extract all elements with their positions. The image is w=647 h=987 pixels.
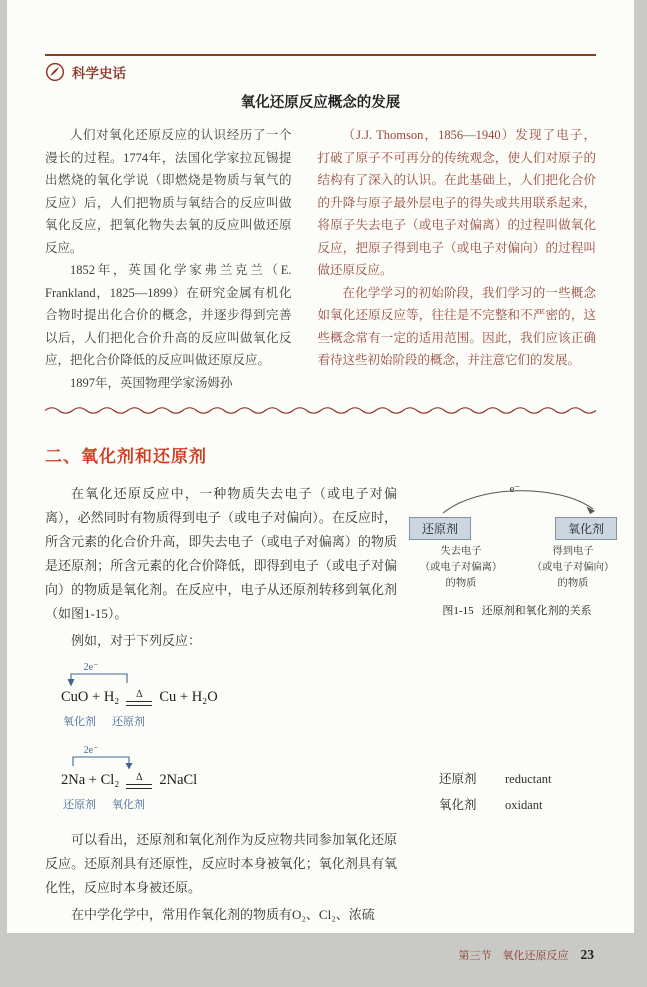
reducer-label: 还原剂	[112, 716, 145, 729]
reducer-label: 还原剂	[63, 799, 96, 812]
science-history-title: 氧化还原反应概念的发展	[240, 95, 401, 111]
oxidizer-description: 得到电子 （或电子对偏向） 的物质	[531, 546, 615, 589]
vocab-row	[439, 792, 596, 818]
body-paragraph: 可以看出，还原剂和氧化剂作为反应物共同参加氧化还原反应。还原剂具有还原性，反应时本身被氧化；氧化剂具有氧化性，反应时本身被还原。	[45, 831, 397, 895]
vocab-list	[409, 766, 596, 819]
oxidizer-label: 氧化剂	[112, 799, 145, 812]
electron-label: e⁻	[509, 483, 521, 495]
body-paragraph: 在氧化还原反应中，一种物质失去电子（或电子对偏离），必然同时有物质得到电子（或电子对偏向）。在反应时，所含元素的化合价升高，即失去电子（或电子对偏离）的物质是还原剂；所含元素的化合价降低，即得到电子（或电子对偏向）的物质是氧化剂。在反应中，电子从还原剂转移到氧化剂（如图1-15）。	[45, 486, 397, 622]
equals-with-condition	[126, 690, 152, 706]
textbook-page	[7, 0, 634, 962]
electron-arc	[409, 482, 625, 516]
wavy-divider	[45, 406, 596, 415]
history-paragraph: 1852年，英国化学家弗兰克兰（E. Frankland，1825—1899）在研究金属有机化合物时提出化合价的概念，并逐步得到完善以后，人们把化合价升高的反应叫做氧化反应，把化合价降低的反应叫做还原反应。	[45, 263, 292, 367]
history-paragraph: 1897年，英国物理学家汤姆孙	[70, 375, 233, 390]
reducer-description: 失去电子 （或电子对偏离） 的物质	[419, 546, 503, 589]
double-line-equals	[126, 784, 152, 789]
footer-page-number: 23	[580, 947, 594, 962]
science-history-label: 科学史话	[72, 66, 126, 81]
history-column-right	[317, 124, 596, 394]
electron-count-label: 2e⁻	[83, 662, 99, 674]
oxidizer-label: 氧化剂	[63, 716, 96, 729]
science-history-icon	[45, 62, 65, 82]
oxidizer-box: 氧化剂	[555, 517, 617, 540]
vocab-row	[439, 766, 596, 792]
side-column	[409, 482, 615, 930]
vocab-term-en: reductant	[505, 771, 552, 786]
vocab-term-cn: 还原剂	[439, 771, 477, 786]
equation-role-labels	[61, 795, 397, 815]
figure-1-15	[409, 482, 625, 618]
history-column-left	[45, 124, 291, 394]
equation-line	[61, 684, 397, 711]
equation-lhs: 2Na + Cl₂	[61, 772, 120, 789]
page-footer	[459, 947, 595, 963]
vocab-term-en: oxidant	[505, 798, 543, 813]
history-paragraph: （J.J. Thomson，1856—1940）发现了电子，打破了原子不可再分的传统观念，使人们对原子的结构有了深入的认识。在此基础上，人们把化合价的升降与原子最外层电子的得失或共用联系起来，将原子失去电子（或电子对偏离）的过程叫做氧化反应，把原子得到电子（或电子对偏向）的过程叫做还原反应。	[317, 128, 596, 277]
footer-section-title: 第三节 氧化还原反应	[458, 950, 569, 962]
history-paragraph: 人们对氧化还原反应的认识经历了一个漫长的过程。1774年，法国化学家拉瓦锡提出燃烧的氧化学说（即燃烧是物质与氧气的反应）后，人们把物质与氧结合的反应叫做氧化反应，把氧化物失去氧的反应叫做还原反应。	[45, 128, 292, 255]
history-paragraph: 在化学学习的初始阶段，我们学习的一些概念如氧化还原反应等，往往是不完整和不严密的，这些概念常有一定的适用范围。因此，我们应该正确看待这些初始阶段的概念，并注意它们的发展。	[317, 285, 596, 367]
reducer-box: 还原剂	[409, 517, 471, 540]
equals-with-condition	[126, 773, 152, 789]
body-paragraph: 在中学化学中，常用作氧化剂的物质有O₂、Cl₂、浓硫	[71, 906, 375, 922]
science-history-box	[45, 54, 596, 415]
figure-caption: 图1-15 还原剂和氧化剂的关系	[442, 604, 592, 617]
double-line-equals	[126, 701, 152, 706]
body-paragraph: 例如，对于下列反应：	[71, 633, 202, 649]
equation-na-cl2	[61, 744, 397, 815]
equation-line	[61, 767, 397, 794]
equation-lhs: CuO + H₂	[61, 689, 120, 706]
electron-count-label: 2e⁻	[83, 745, 99, 757]
equation-role-labels	[61, 712, 397, 732]
section-heading: 二、氧化剂和还原剂	[45, 447, 207, 466]
reaction-condition: Δ	[136, 688, 143, 700]
equation-cuo-h2	[61, 661, 397, 732]
science-history-header	[45, 62, 596, 82]
history-columns	[45, 124, 596, 394]
vocab-term-cn: 氧化剂	[439, 798, 477, 813]
reaction-condition: Δ	[136, 771, 143, 783]
equation-rhs: Cu + H₂O	[159, 689, 218, 706]
equation-rhs: 2NaCl	[159, 772, 198, 789]
main-text-column	[45, 482, 397, 930]
